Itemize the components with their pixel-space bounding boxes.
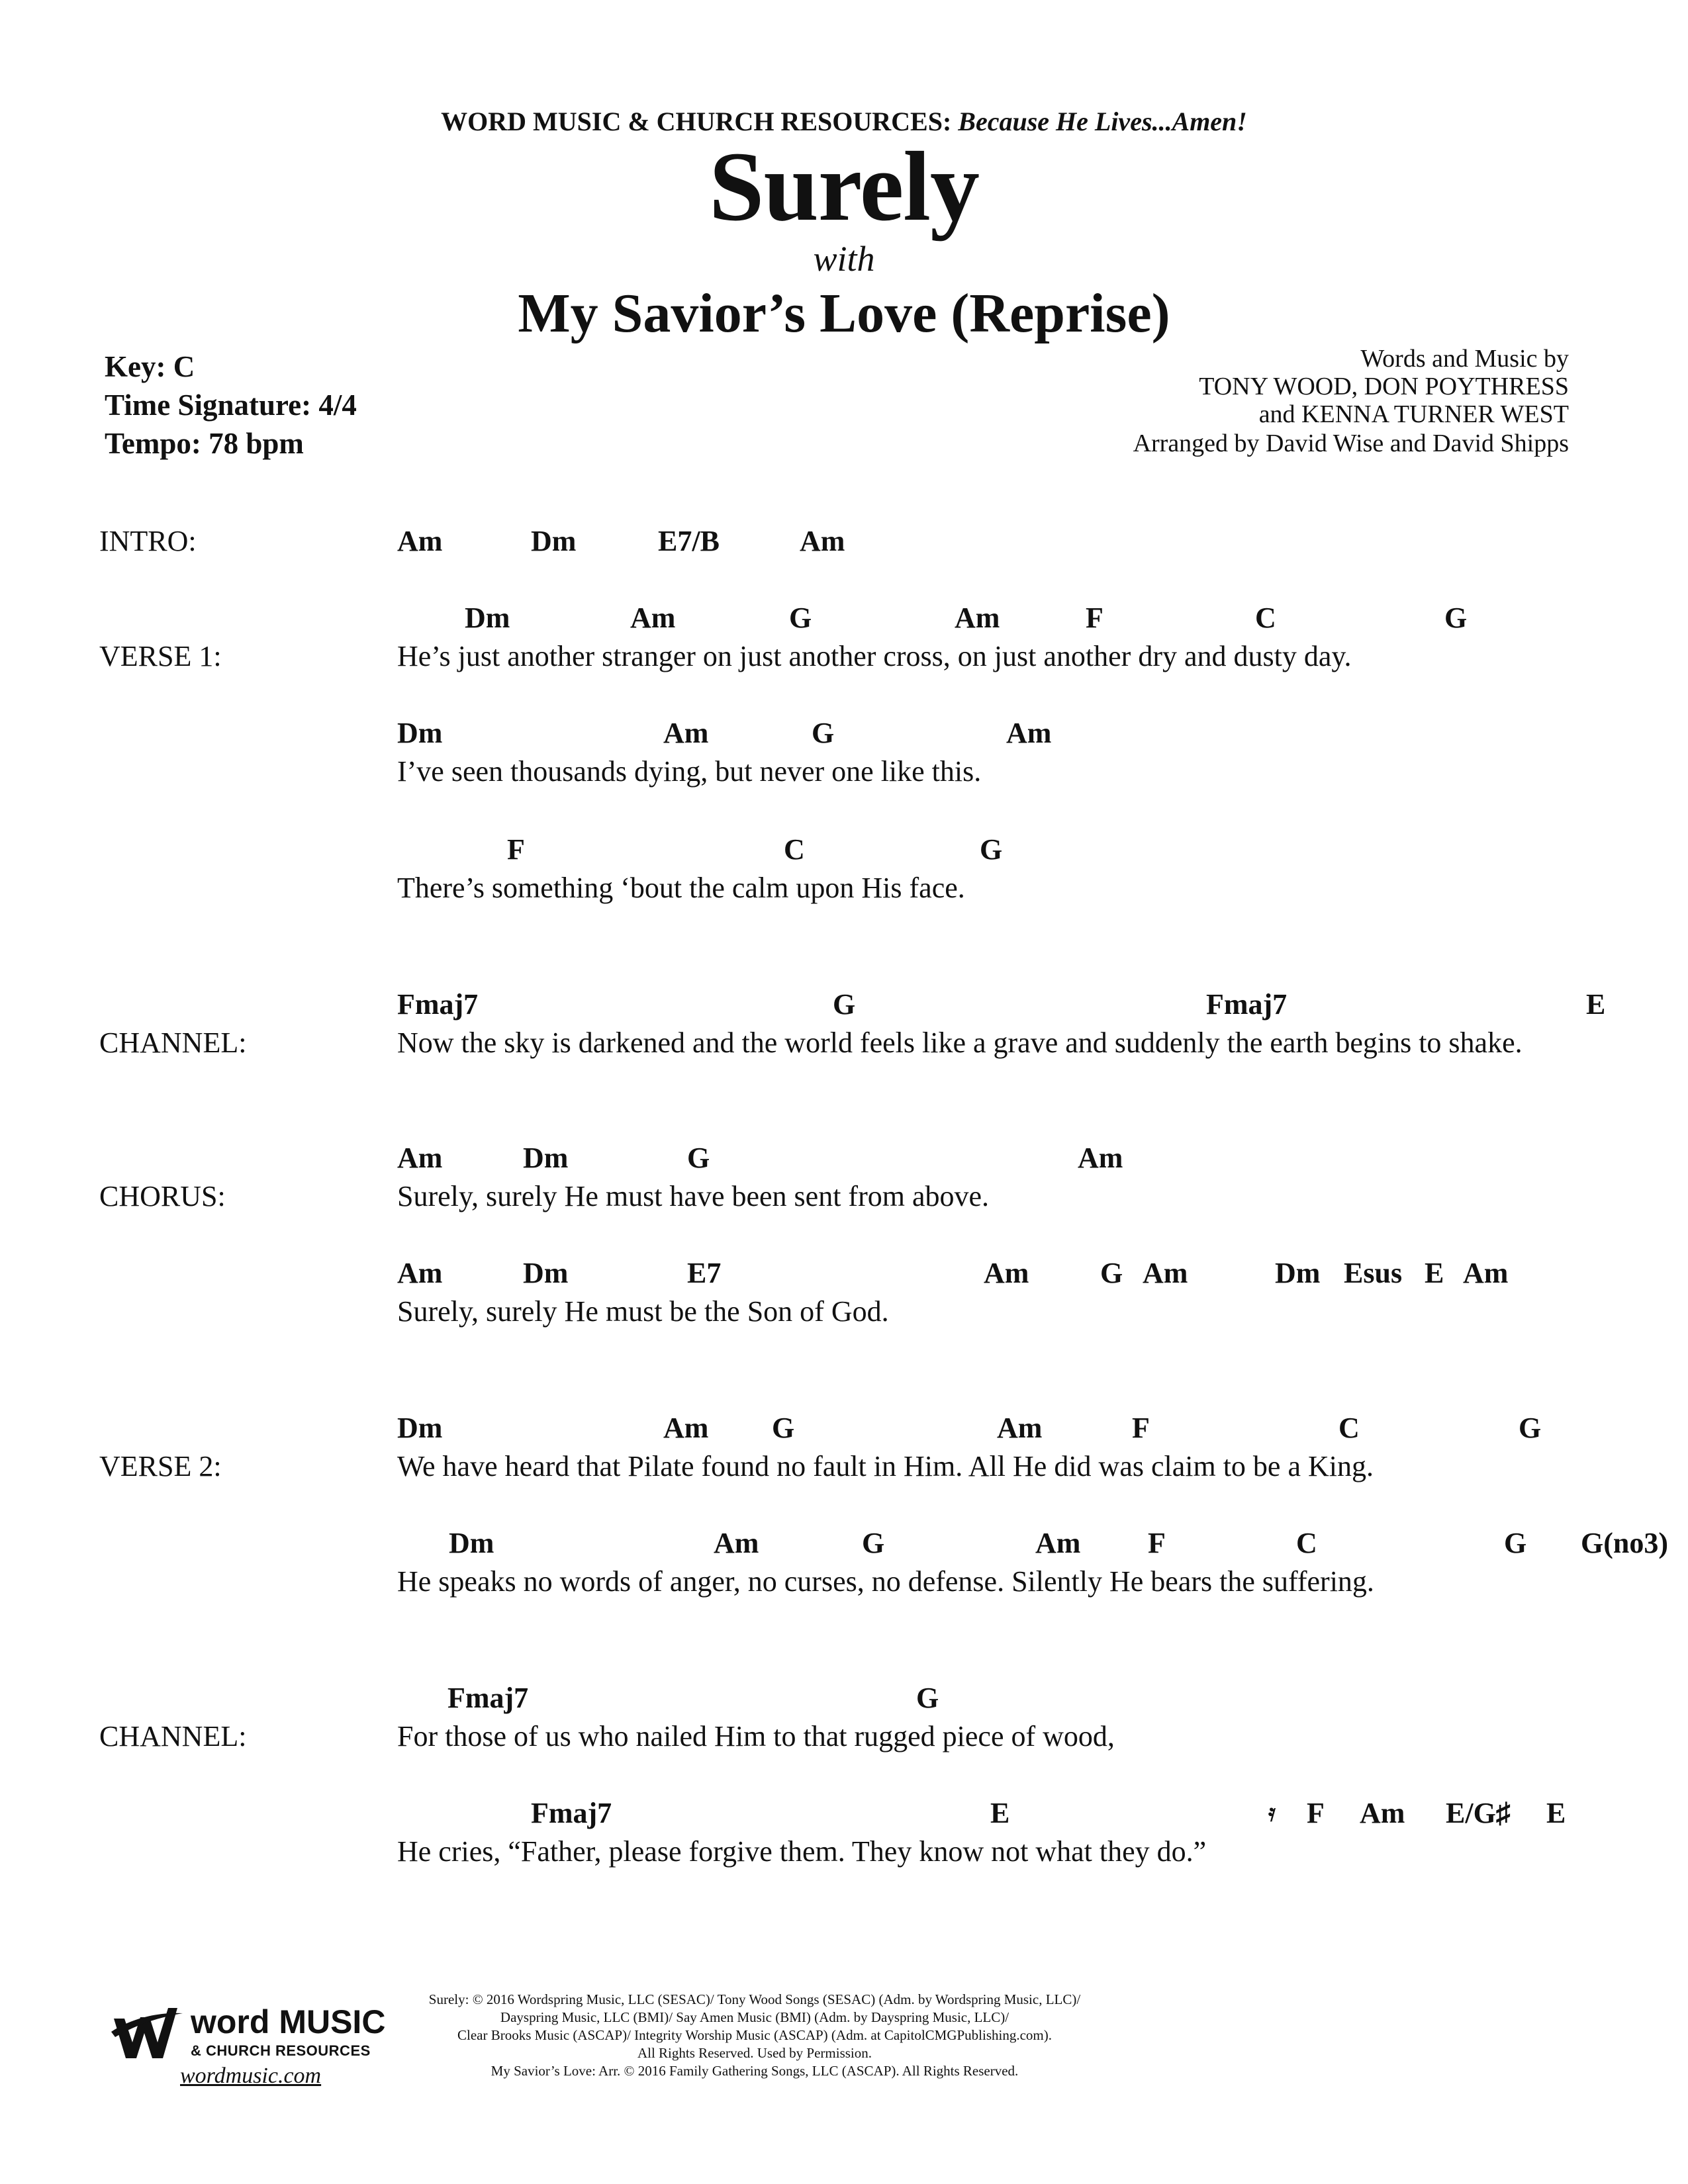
chord: Esus [1344, 1257, 1403, 1289]
chord: Am [997, 1412, 1043, 1444]
chord: F [1148, 1527, 1166, 1559]
w-logo-icon [111, 1999, 184, 2065]
chord: Dm [531, 525, 577, 557]
lyric-line: We have heard that Pilate found no fault in Him. All He did was claim to be a King. [397, 1450, 1374, 1482]
section-label: VERSE 1: [99, 640, 222, 672]
word-music-logo [111, 1999, 386, 2065]
chord: Am [630, 602, 676, 634]
chord: G [980, 833, 1003, 866]
chord: Dm [397, 717, 443, 749]
chord: E7/B [658, 525, 720, 557]
copyright-line: Dayspring Music, LLC (BMI)/ Say Amen Music (BMI) (Adm. by Dayspring Music, LLC)/ [500, 2009, 1009, 2025]
chord: G [916, 1682, 939, 1714]
lyric-line: He’s just another stranger on just another cross, on just another dry and dusty day. [397, 640, 1352, 672]
publisher-name: WORD MUSIC & CHURCH RESOURCES: [441, 107, 952, 136]
logo-subtitle: & CHURCH RESOURCES [191, 2042, 371, 2059]
chord: Am [663, 717, 709, 749]
chord: Am [1360, 1797, 1405, 1829]
chord: Dm [523, 1257, 569, 1289]
chord: G [772, 1412, 795, 1444]
chord: Am [397, 1142, 443, 1174]
chord: Fmaj7 [531, 1797, 612, 1829]
section-label: CHANNEL: [99, 1720, 247, 1752]
eighth-rest-icon: 𝄿 [1268, 1799, 1276, 1826]
chord: Am [1143, 1257, 1188, 1289]
chord: E [1586, 988, 1606, 1021]
section-label: INTRO: [99, 525, 197, 557]
chord: Am [1006, 717, 1052, 749]
chord: Fmaj7 [447, 1682, 529, 1714]
lyric-line: Surely, surely He must be the Son of God. [397, 1295, 889, 1328]
chord: Am [663, 1412, 709, 1444]
chord: G [1100, 1257, 1123, 1289]
chord: Am [800, 525, 845, 557]
chord: Fmaj7 [1206, 988, 1288, 1021]
lyric-line: He speaks no words of anger, no curses, no defense. Silently He bears the suffering. [397, 1565, 1374, 1598]
chord: Am [714, 1527, 759, 1559]
chord: Am [955, 602, 1000, 634]
chord: C [1296, 1527, 1317, 1559]
chord: Dm [397, 1412, 443, 1444]
chord: F [1132, 1412, 1150, 1444]
chord: G [687, 1142, 710, 1174]
chord: F [1307, 1797, 1325, 1829]
copyright-notice [424, 1991, 1086, 2080]
chord: G [1519, 1412, 1542, 1444]
chord: G [862, 1527, 885, 1559]
chord: Am [1035, 1527, 1081, 1559]
website-link[interactable]: wordmusic.com [180, 2064, 322, 2088]
tempo-info: Tempo: 78 bpm [105, 427, 304, 460]
chord: G [789, 602, 812, 634]
chord: F [1086, 602, 1103, 634]
credits-writers-2: and KENNA TURNER WEST [1258, 400, 1569, 428]
album-title: Because He Lives...Amen! [958, 107, 1247, 136]
key-info: Key: C [105, 350, 195, 383]
chord: C [1255, 602, 1276, 634]
chord: G [1444, 602, 1468, 634]
lyric-line: For those of us who nailed Him to that rugged piece of wood, [397, 1720, 1115, 1752]
chord: Dm [465, 602, 510, 634]
section-label: CHORUS: [99, 1180, 226, 1212]
chord: G [833, 988, 856, 1021]
chord: Dm [1275, 1257, 1321, 1289]
chord: E/G♯ [1446, 1797, 1511, 1829]
chord: Am [1463, 1257, 1509, 1289]
chord: Dm [449, 1527, 494, 1559]
lyric-line: He cries, “Father, please forgive them. They know not what they do.” [397, 1835, 1207, 1868]
time-signature-info: Time Signature: 4/4 [105, 388, 357, 422]
chord: C [784, 833, 805, 866]
chord: Am [984, 1257, 1029, 1289]
chord: Dm [523, 1142, 569, 1174]
chord: F [507, 833, 525, 866]
chord: Am [397, 525, 443, 557]
chord: G(no3) [1581, 1527, 1668, 1559]
lyric-line: Surely, surely He must have been sent from above. [397, 1180, 990, 1212]
copyright-line: Surely: © 2016 Wordspring Music, LLC (SESAC)/ Tony Wood Songs (SESAC) (Adm. by Wordspring Music, LLC)/ [428, 1991, 1081, 2007]
copyright-line: My Savior’s Love: Arr. © 2016 Family Gathering Songs, LLC (ASCAP). All Rights Reserved. [491, 2063, 1019, 2079]
lyric-line: I’ve seen thousands dying, but never one like this. [397, 755, 982, 788]
copyright-line: Clear Brooks Music (ASCAP)/ Integrity Worship Music (ASCAP) (Adm. at CapitolCMGPublishing.com). [457, 2027, 1052, 2043]
song-subtitle: My Savior’s Love (Reprise) [518, 283, 1170, 344]
credits-arranger: Arranged by David Wise and David Shipps [1133, 430, 1569, 457]
chord: Am [1078, 1142, 1123, 1174]
credits-writers: TONY WOOD, DON POYTHRESS [1199, 373, 1569, 400]
chord: Am [397, 1257, 443, 1289]
section-label: VERSE 2: [99, 1450, 222, 1482]
credits-heading: Words and Music by [1360, 345, 1569, 373]
lyric-line: Now the sky is darkened and the world feels like a grave and suddenly the earth begins to shake. [397, 1026, 1523, 1059]
logo-wordmark: word MUSIC [191, 2003, 386, 2040]
with-text: with [813, 239, 875, 279]
chord: G [812, 717, 835, 749]
copyright-line: All Rights Reserved. Used by Permission. [637, 2045, 872, 2061]
lyric-line: There’s something ‘bout the calm upon His face. [397, 872, 965, 904]
section-label: CHANNEL: [99, 1026, 247, 1059]
chord: E [1425, 1257, 1444, 1289]
chord: E [990, 1797, 1010, 1829]
song-title: Surely [709, 132, 979, 242]
chord: Fmaj7 [397, 988, 479, 1021]
chord: G [1504, 1527, 1527, 1559]
chord: E7 [687, 1257, 722, 1289]
chord: E [1546, 1797, 1566, 1829]
chord: C [1338, 1412, 1360, 1444]
